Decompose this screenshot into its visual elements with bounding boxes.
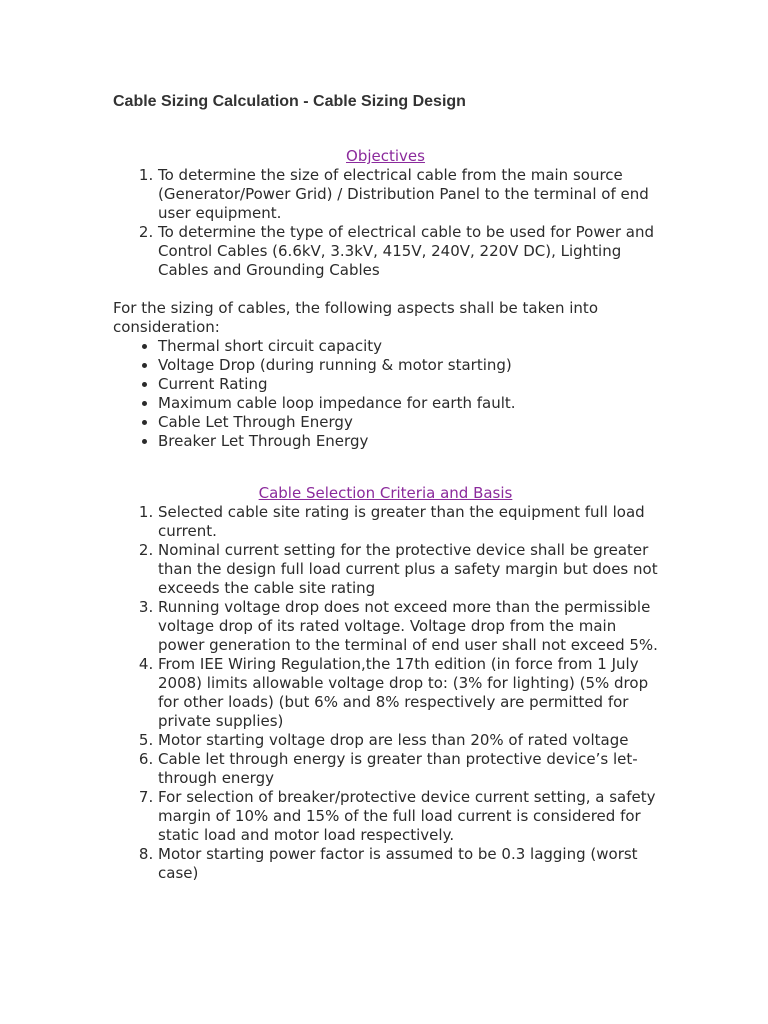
list-item: 2. Nominal current setting for the protective device shall be greater than the design full load current plus a safety margin but does not exceeds the cable site rating bbox=[158, 541, 658, 598]
criteria-list bbox=[113, 503, 658, 883]
list-item: • Cable Let Through Energy bbox=[158, 413, 658, 432]
aspects-intro: For the sizing of cables, the following aspects shall be taken into consideration: bbox=[113, 299, 598, 336]
list-item: 2. To determine the type of electrical cable to be used for Power and Control Cables (6.6kV, 3.3kV, 415V, 240V, 220V DC), Lighting Cables and Grounding Cables bbox=[158, 223, 658, 280]
list-item: • Breaker Let Through Energy bbox=[158, 432, 658, 451]
list-item: 1. To determine the size of electrical cable from the main source (Generator/Power Grid) / Distribution Panel to the terminal of end user equipment. bbox=[158, 166, 658, 223]
aspects-list bbox=[113, 337, 658, 451]
list-item: 5. Motor starting voltage drop are less than 20% of rated voltage bbox=[158, 731, 658, 750]
objectives-list bbox=[113, 166, 658, 280]
list-item: 3. Running voltage drop does not exceed more than the permissible voltage drop of its rated voltage. Voltage drop from the main power generation to the terminal of end user shall not exceed 5%. bbox=[158, 598, 658, 655]
list-item: 7. For selection of breaker/protective device current setting, a safety margin of 10% and 15% of the full load current is considered for static load and motor load respectively. bbox=[158, 788, 658, 845]
list-item: 4. From IEE Wiring Regulation,the 17th edition (in force from 1 July 2008) limits allowable voltage drop to: (3% for lighting) (5% drop for other loads) (but 6% and 8% respectively are permitted for private supplies) bbox=[158, 655, 658, 731]
document-page bbox=[113, 91, 658, 883]
criteria-heading-link[interactable]: Cable Selection Criteria and Basis bbox=[258, 484, 513, 502]
list-item: 6. Cable let through energy is greater than protective device’s let-through energy bbox=[158, 750, 658, 788]
list-item: 1. Selected cable site rating is greater than the equipment full load current. bbox=[158, 503, 658, 541]
list-item: • Current Rating bbox=[158, 375, 658, 394]
list-item: • Thermal short circuit capacity bbox=[158, 337, 658, 356]
document-title: Cable Sizing Calculation - Cable Sizing Design bbox=[113, 93, 466, 110]
list-item: • Maximum cable loop impedance for earth fault. bbox=[158, 394, 658, 413]
list-item: • Voltage Drop (during running & motor starting) bbox=[158, 356, 658, 375]
objectives-heading-link[interactable]: Objectives bbox=[346, 147, 425, 165]
list-item: 8. Motor starting power factor is assumed to be 0.3 lagging (worst case) bbox=[158, 845, 658, 883]
